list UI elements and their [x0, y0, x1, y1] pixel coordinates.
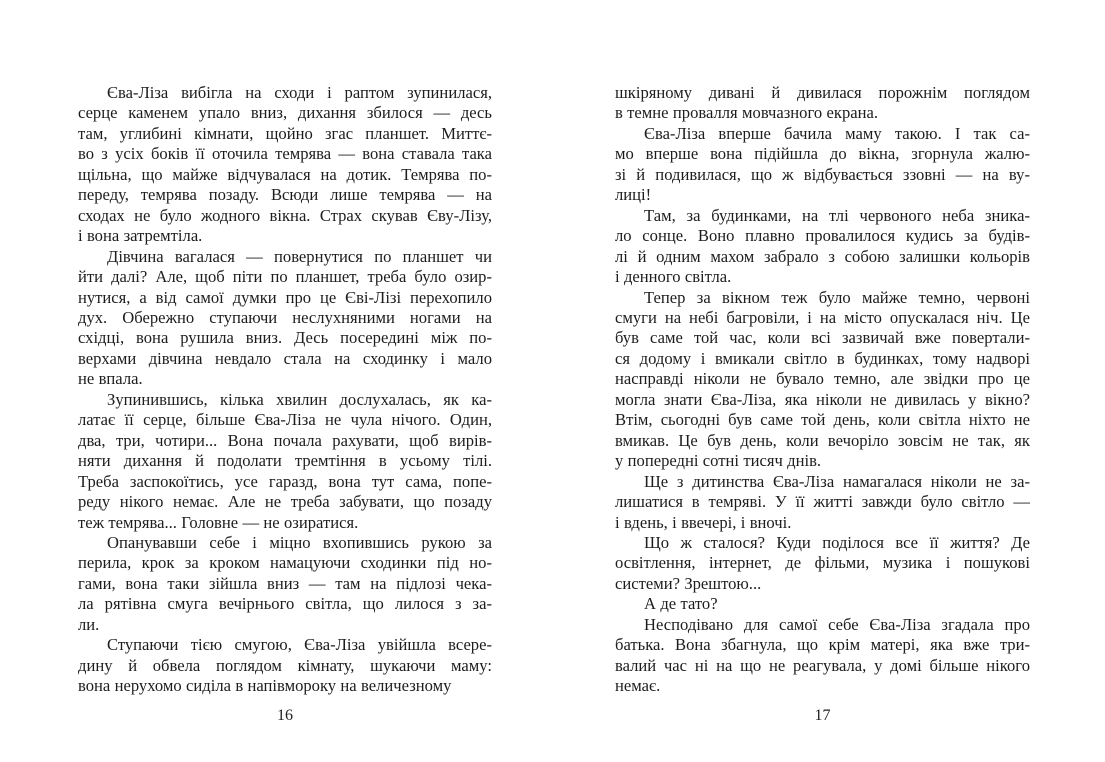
text-line: во з усіх боків її оточила темрява — вона ставала така [78, 144, 492, 164]
text-line: батька. Вона збагнула, що крім матері, яка вже три- [615, 635, 1030, 655]
text-line: мо вперше вона підійшла до вікна, згорнула жалю- [615, 144, 1030, 164]
text-line: і вона затремтіла. [78, 226, 203, 246]
text-line: смуги на небі багровіли, і на місто опускалася ніч. Це [615, 307, 1030, 327]
text-line: зі й подивилася, що ж відбувається ззовні — на ву- [615, 164, 1030, 184]
text-line: нутися, а від самої думки про це Єві-Лізі перехопило [78, 287, 492, 307]
page-number: 17 [814, 707, 831, 724]
text-line: Ступаючи тією смугою, Єва-Ліза увійшла всере- [107, 635, 492, 655]
text-line: ло сонце. Воно плавно провалилося кудись за будів- [615, 226, 1030, 246]
text-line: дину й обвела поглядом кімнату, шукаючи маму: [78, 655, 492, 675]
page-text-column [78, 83, 492, 697]
text-line: і вдень, і ввечері, і вночі. [615, 512, 792, 532]
text-line: теж темрява... Головне — не озиратися. [78, 512, 359, 532]
text-line: ли. [78, 614, 100, 634]
text-line: Тепер за вікном теж було майже темно, червоні [644, 287, 1030, 307]
text-line: і денного світла. [615, 267, 732, 287]
text-line: там, углибині кімнати, щойно згас планшет. Миттє- [78, 123, 492, 143]
book-page-right [615, 0, 1030, 762]
text-line: серце каменем упало вниз, дихання збилося — десь [78, 103, 492, 123]
text-line: в темне провалля мовчазного екрана. [615, 103, 879, 123]
text-line: Треба заспокоїтись, усе гаразд, вона тут сама, попе- [78, 471, 492, 491]
text-line: ла рятівна смуга вечірнього світла, що лилося з за- [78, 594, 492, 614]
text-line: Опанувавши себе і міцно вхопившись рукою за [107, 532, 492, 552]
text-line: Дівчина вагалася — повернутися по планшет чи [107, 246, 492, 266]
text-line: валий час ні на що не реагувала, у домі більше нікого [615, 655, 1030, 675]
text-line: Несподівано для самої себе Єва-Ліза згадала про [644, 614, 1030, 634]
text-line: няти дихання й подолати тремтіння в усьому тілі. [78, 451, 492, 471]
text-line: щільна, що майже відчувалася на дотик. Темрява по- [78, 164, 492, 184]
text-line: вона нерухомо сиділа в напівмороку на величезному [78, 676, 452, 696]
text-line: два, три, чотири... Вона почала рахувати, щоб вирів- [78, 430, 492, 450]
text-line: східці, вона рушила вниз. Десь посередині між по- [78, 328, 492, 348]
text-line: не впала. [78, 369, 143, 389]
text-line: Втім, сьогодні був саме той день, коли світла ніхто не [615, 410, 1030, 430]
text-line: Що ж сталося? Куди поділося все її життя? Де [644, 532, 1030, 552]
text-line: гами, вона таки зійшла вниз — там на підлозі чека- [78, 573, 492, 593]
text-line: системи? Зрештою... [615, 573, 762, 593]
text-line: лі й одним махом забрало з собою залишки кольорів [615, 246, 1030, 266]
text-line: Єва-Ліза вибігла на сходи і раптом зупинилася, [107, 83, 492, 102]
text-line: шкіряному дивані й дивилася порожнім поглядом [615, 83, 1030, 102]
text-line: Там, за будинками, на тлі червоного неба зника- [644, 205, 1030, 225]
text-line: перила, крок за кроком намацуючи сходинки під но- [78, 553, 492, 573]
text-line: реду нікого немає. Але не треба забувати, що позаду [78, 492, 492, 512]
text-line: у попередні сотні тисяч днів. [615, 451, 822, 471]
text-line: лиці! [615, 185, 652, 205]
text-line: ся додому і вмикали світло в будинках, тому надворі [615, 348, 1030, 368]
text-line: був саме той час, коли всі зазвичай вже повертали- [615, 328, 1030, 348]
text-line: Зупинившись, кілька хвилин дослухалась, як ка- [107, 389, 492, 409]
text-line: немає. [615, 676, 661, 696]
text-line: Ще з дитинства Єва-Ліза намагалася ніколи не за- [644, 471, 1030, 491]
text-line: дух. Обережно ступаючи неслухняними ногами на [78, 307, 492, 327]
text-line: йти далі? Але, щоб піти по планшет, треба було озир- [78, 267, 492, 287]
text-line: Єва-Ліза вперше бачила маму такою. І так са- [644, 123, 1030, 143]
text-line: переду, темрява позаду. Всюди лише темрява — на [78, 185, 492, 205]
book-page-left [78, 0, 492, 762]
page-number: 16 [277, 707, 293, 724]
text-line: могла знати Єва-Ліза, яка ніколи не дивилась у вікно? [615, 389, 1030, 409]
text-line: сходах не було жодного вікна. Страх скував Єву-Лізу, [78, 205, 492, 225]
text-line: латає її серце, більше Єва-Ліза не чула нічого. Один, [78, 410, 492, 430]
text-line: насправді ніколи не бувало темно, але звідки про це [615, 369, 1030, 389]
text-line: вмикав. Це був день, коли вечоріло зовсім не так, як [615, 430, 1030, 450]
text-line: освітлення, інтернет, де фільми, музика і пошукові [615, 553, 1030, 573]
text-line: А де тато? [644, 594, 718, 614]
page-text-column [615, 83, 1030, 697]
text-line: лишатися в темряві. У її житті завжди було світло — [615, 492, 1030, 512]
text-line: верхами дівчина невдало стала на сходинку і мало [78, 348, 492, 368]
